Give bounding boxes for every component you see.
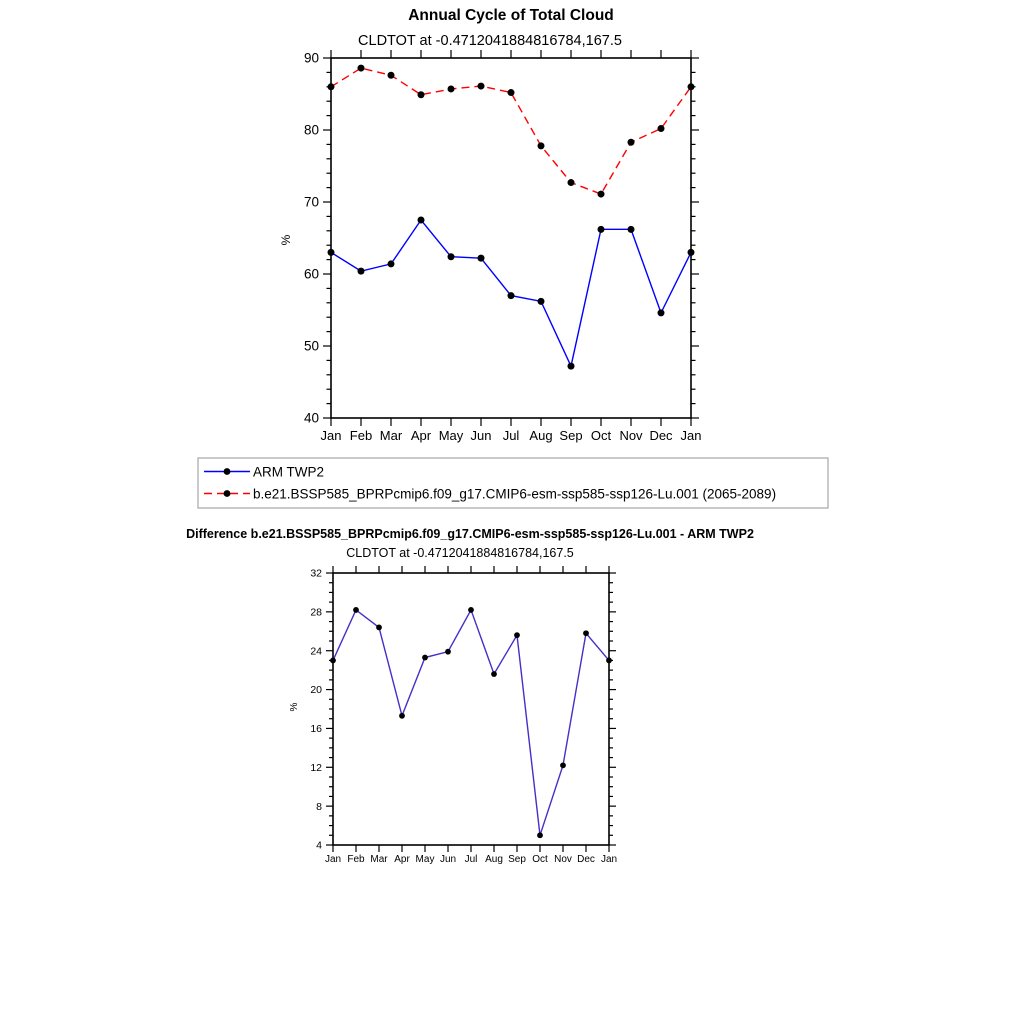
data-point-marker (537, 832, 543, 838)
x-tick-label: May (438, 428, 464, 443)
data-point-marker (399, 713, 405, 719)
data-point-marker (388, 260, 395, 267)
data-point-marker (583, 630, 589, 636)
y-tick-label: 50 (303, 338, 319, 354)
legend-marker-arm-twp2 (224, 468, 231, 475)
x-tick-label: Jan (680, 428, 702, 443)
x-tick-label: Mar (370, 854, 388, 865)
legend-marker-model (224, 490, 231, 497)
x-tick-label: May (415, 854, 435, 865)
data-point-marker (538, 142, 545, 149)
data-point-marker (538, 298, 545, 305)
data-point-marker (658, 309, 665, 316)
data-point-marker (445, 649, 451, 655)
data-point-marker (478, 255, 485, 262)
data-point-marker (328, 83, 335, 90)
data-point-marker (358, 268, 365, 275)
x-tick-label: Feb (349, 428, 373, 443)
x-tick-label: Jul (502, 428, 520, 443)
data-point-marker (418, 217, 425, 224)
x-tick-label: Dec (577, 854, 595, 865)
data-point-marker (422, 655, 428, 661)
series-line-0 (333, 610, 609, 835)
legend (198, 458, 828, 508)
data-point-marker (514, 632, 520, 638)
data-point-marker (478, 83, 485, 90)
x-tick-label: Nov (619, 428, 643, 443)
series-line-1 (331, 68, 691, 194)
data-point-marker (508, 89, 515, 96)
data-point-marker (688, 249, 695, 256)
y-tick-label: 8 (316, 800, 322, 813)
data-point-marker (658, 125, 665, 132)
x-tick-label: Oct (590, 428, 612, 443)
y-tick-label: 4 (316, 839, 322, 852)
plot-frame (331, 58, 691, 418)
data-point-marker (491, 671, 497, 677)
x-tick-label: Aug (529, 428, 553, 443)
data-point-marker (353, 607, 359, 613)
main-title: Annual Cycle of Total Cloud (408, 7, 614, 24)
difference-chart-plot-area (310, 566, 617, 865)
x-tick-label: Jun (470, 428, 492, 443)
legend-label-arm-twp2: ARM TWP2 (253, 464, 325, 480)
data-point-marker (508, 292, 515, 299)
x-tick-label: Dec (649, 428, 673, 443)
y-tick-label: 60 (303, 266, 319, 282)
x-tick-label: Aug (485, 854, 503, 865)
difference-chart-y-axis-label: % (289, 702, 300, 712)
data-point-marker (598, 191, 605, 198)
data-point-marker (628, 226, 635, 233)
data-point-marker (328, 249, 335, 256)
data-point-marker (688, 83, 695, 90)
data-point-marker (560, 762, 566, 768)
y-tick-label: 70 (303, 194, 319, 210)
x-tick-label: Jan (320, 428, 342, 443)
data-point-marker (448, 253, 455, 260)
x-tick-label: Oct (532, 854, 548, 865)
x-tick-label: Mar (379, 428, 403, 443)
data-point-marker (388, 72, 395, 79)
difference-chart-subtitle: CLDTOT at -0.4712041884816784,167.5 (346, 546, 574, 560)
y-tick-label: 12 (310, 761, 322, 774)
x-tick-label: Apr (410, 428, 432, 443)
data-point-marker (418, 91, 425, 98)
y-tick-label: 32 (310, 567, 322, 580)
x-tick-label: Feb (347, 854, 365, 865)
x-tick-label: Jan (600, 854, 618, 865)
y-tick-label: 80 (303, 122, 319, 138)
data-point-marker (568, 179, 575, 186)
y-tick-label: 28 (310, 606, 322, 619)
y-tick-label: 24 (310, 645, 322, 658)
data-point-marker (628, 139, 635, 146)
legend-label-model: b.e21.BSSP585_BPRPcmip6.f09_g17.CMIP6-esm-ssp585-ssp126-Lu.001 (2065-2089) (253, 486, 777, 502)
x-tick-label: Nov (554, 854, 572, 865)
difference-chart-title: Difference b.e21.BSSP585_BPRPcmip6.f09_g17.CMIP6-esm-ssp585-ssp126-Lu.001 - ARM TWP2 (186, 527, 754, 541)
x-tick-label: Sep (508, 854, 526, 865)
data-point-marker (448, 85, 455, 92)
data-point-marker (358, 65, 365, 72)
data-point-marker (468, 607, 474, 613)
data-point-marker (606, 658, 612, 664)
data-point-marker (598, 226, 605, 233)
top-chart-subtitle: CLDTOT at -0.4712041884816784,167.5 (358, 33, 622, 49)
x-tick-label: Jun (439, 854, 457, 865)
x-tick-label: Sep (559, 428, 583, 443)
y-tick-label: 20 (310, 684, 322, 697)
data-point-marker (330, 658, 336, 664)
top-chart-y-axis-label: % (279, 234, 293, 246)
top-chart-plot-area (304, 50, 702, 443)
data-point-marker (376, 625, 382, 631)
y-tick-label: 90 (303, 50, 319, 66)
plot-frame (333, 573, 609, 845)
data-point-marker (568, 363, 575, 370)
x-tick-label: Apr (394, 854, 410, 865)
y-tick-label: 16 (310, 723, 322, 736)
x-tick-label: Jul (464, 854, 478, 865)
y-tick-label: 40 (303, 410, 319, 426)
x-tick-label: Jan (324, 854, 342, 865)
